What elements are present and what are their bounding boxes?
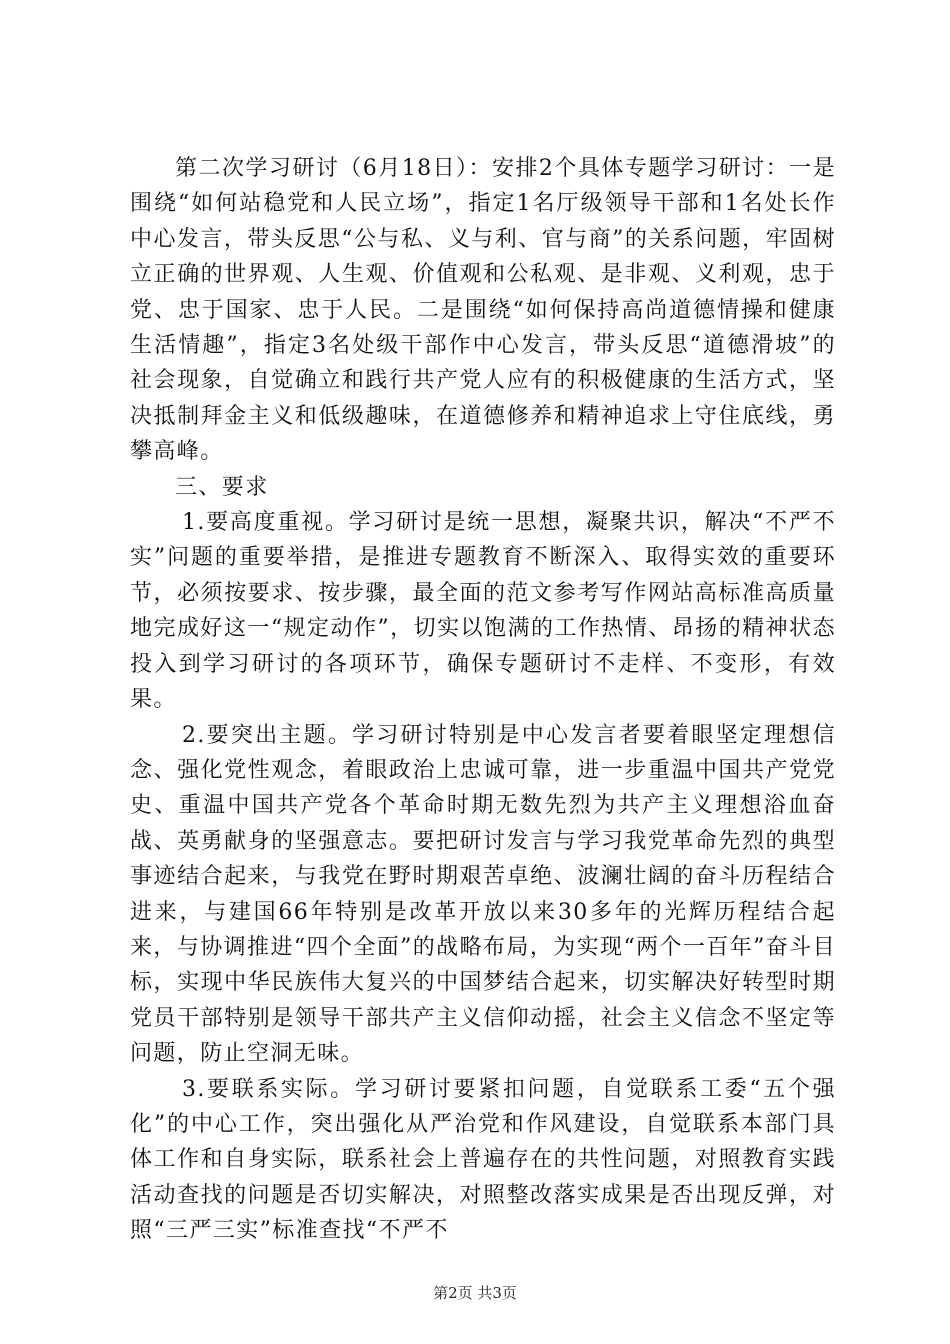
section-heading-requirements: 三、要求 — [175, 474, 269, 500]
paragraph-requirement-3: 3.要联系实际。学习研讨要紧扣问题，自觉联系工委“五个强化”的中心工作，突出强化从严治党和作风建设，自觉联系本部门具体工作和自身实际，联系社会上普遍存在的共性问题，对照教育实践活动查找的问题是否切实解决，对照整改落实成果是否出现反弹，对照“三严三实”标准查找“不严不 — [130, 1076, 836, 1244]
paragraph-requirement-1: 1.要高度重视。学习研讨是统一思想，凝聚共识，解决“不严不实”问题的重要举措，是推进专题教育不断深入、取得实效的重要环节，必须按要求、按步骤，最全面的范文参考写作网站高标准高质量地完成好这一“规定动作”，切实以饱满的工作热情、昂扬的精神状态投入到学习研讨的各项环节，确保专题研讨不走样、不变形，有效果。 — [130, 510, 836, 713]
paragraph-second-session: 第二次学习研讨（6月18日）：安排2个具体专题学习研讨：一是围绕“如何站稳党和人民立场”，指定1名厅级领导干部和1名处长作中心发言，带头反思“公与私、义与利、官与商”的关系问题，牢固树立正确的世界观、人生观、价值观和公私观、是非观、义利观，忠于党、忠于国家、忠于人民。二是围绕“如何保持高尚道德情操和健康生活情趣”，指定3名处级干部作中心发言，带头反思“道德滑坡”的社会现象，自觉确立和践行共产党人应有的积极健康的生活方式，坚决抵制拜金主义和低级趣味，在道德修养和精神追求上守住底线，勇攀高峰。 — [130, 156, 836, 465]
document-body — [130, 151, 836, 1249]
page-number-footer: 第2页 共3页 — [433, 1284, 517, 1302]
paragraph-requirement-2: 2.要突出主题。学习研讨特别是中心发言者要着眼坚定理想信念、强化党性观念，着眼政治上忠诚可靠，进一步重温中国共产党党史、重温中国共产党各个革命时期无数先烈为共产主义理想浴血奋战、英勇献身的坚强意志。要把研讨发言与学习我党革命先烈的典型事迹结合起来，与我党在野时期艰苦卓绝、波澜壮阔的奋斗历程结合进来，与建国66年特别是改革开放以来30多年的光辉历程结合起来，与协调推进“四个全面”的战略布局，为实现“两个一百年”奋斗目标，实现中华民族伟大复兴的中国梦结合起来，切实解决好转型时期党员干部特别是领导干部共产主义信仰动摇，社会主义信念不坚定等问题，防止空洞无味。 — [130, 722, 836, 1067]
